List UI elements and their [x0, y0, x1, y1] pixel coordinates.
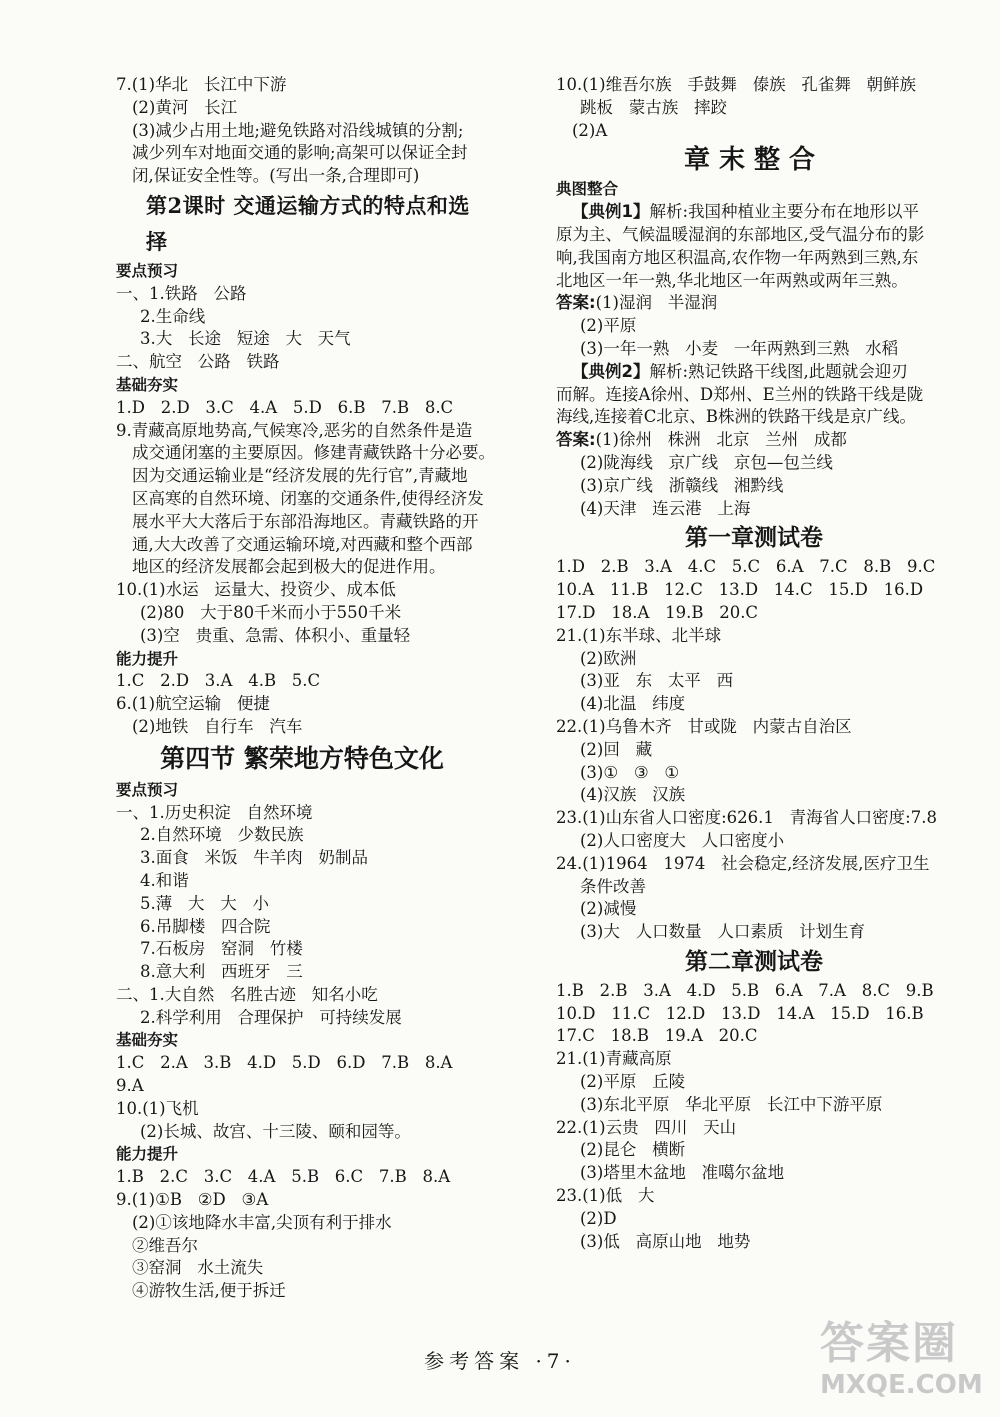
answer-line: (2)减慢 [580, 899, 637, 919]
answer-line: 条件改善 [580, 876, 646, 896]
answer-line: 一、1.铁路 公路 [116, 283, 247, 303]
answer-line: 跳板 蒙古族 摔跤 [580, 97, 727, 117]
answer-text: 解析:我国种植业主要分布在地形以平 [649, 202, 920, 222]
answer-line: 2.自然环境 少数民族 [140, 825, 304, 845]
section-heading: 第二章测试卷 [685, 947, 823, 975]
answer-line: 北地区一年一熟,华北地区一年两熟或两年三熟。 [556, 270, 908, 290]
subsection-label: 典图整合 [556, 180, 619, 199]
answer-line: 因为交通运输业是“经济发展的先行官”,青藏地 [132, 466, 468, 486]
answer-line: 24.(1)1964 1974 社会稳定,经济发展,医疗卫生 [556, 853, 930, 873]
answer-text: (1)徐州 株洲 北京 兰州 成都 [595, 430, 847, 450]
answer-line: 1.B 2.B 3.A 4.D 5.B 6.A 7.A 8.C 9.B [556, 980, 934, 1000]
answer-line: 6.(1)航空运输 便捷 [116, 694, 270, 714]
answer-label: 【典例2】 [572, 361, 650, 381]
subsection-label: 能力提升 [116, 1145, 179, 1164]
section-heading: 章末整合 [683, 145, 824, 176]
answer-label: 答案: [556, 293, 596, 313]
answer-text: 解析:熟记铁路干线图,此题就会迎刃 [649, 361, 908, 381]
answer-line: 二、1.大自然 名胜古迹 知名小吃 [116, 984, 378, 1004]
answer-line: 23.(1)低 大 [556, 1186, 655, 1206]
answer-line: 展水平大大落后于东部沿海地区。青藏铁路的开 [132, 511, 479, 531]
answer-line: (2)平原 [580, 316, 637, 336]
answer-line: (2)昆仑 横断 [580, 1140, 686, 1160]
answer-line: (2)陇海线 京广线 京包—包兰线 [580, 452, 833, 472]
answer-line: 10.(1)维吾尔族 手鼓舞 傣族 孔雀舞 朝鲜族 [556, 75, 917, 94]
answer-line: 海线,连接着C北京、B株洲的铁路干线是京广线。 [556, 407, 916, 427]
answer-line [556, 292, 952, 315]
answer-line: 原为主、气候温暖湿润的东部地区,受气温分布的影 [556, 224, 925, 244]
answer-line: 17.D 18.A 19.B 20.C [556, 602, 759, 622]
answer-line: 3.面食 米饭 牛羊肉 奶制品 [140, 848, 368, 868]
page-footer: 参考答案 ·7· [424, 1349, 576, 1373]
answer-line: (2)欧洲 [580, 648, 637, 668]
answer-line: (3)东北平原 华北平原 长江中下游平原 [580, 1094, 883, 1114]
answer-line: 地区的经济发展都会起到极大的促进作用。 [132, 557, 446, 577]
answer-label: 答案: [556, 430, 596, 450]
answer-line: 1.C 2.A 3.B 4.D 5.D 6.D 7.B 8.A [116, 1053, 453, 1073]
answer-line: 22.(1)乌鲁木齐 甘或陇 内蒙古自治区 [556, 716, 852, 736]
answer-line: (4)北温 纬度 [580, 694, 686, 714]
answer-line: 4.和谐 [140, 870, 189, 890]
answer-line: 6.吊脚楼 四合院 [140, 916, 271, 936]
answer-line: (2)D [580, 1208, 617, 1228]
answer-line: ④游牧生活,便于拆迁 [132, 1281, 286, 1301]
answer-line: 21.(1)东半球、北半球 [556, 625, 722, 645]
answer-line: (2)80 大于80千米而小于550千米 [140, 602, 402, 622]
section-heading: 第一章测试卷 [685, 524, 823, 552]
answer-label: 【典例1】 [572, 202, 650, 222]
answer-line: (2)平原 丘陵 [580, 1072, 686, 1092]
section-heading: 第四节 繁荣地方特色文化 [160, 743, 444, 773]
answer-line: 5.薄 大 大 小 [140, 893, 269, 913]
answer-line: 1.D 2.B 3.A 4.C 5.C 6.A 7.C 8.B 9.C [556, 557, 936, 577]
answer-line: (3)京广线 浙赣线 湘黔线 [580, 475, 784, 495]
answer-line: (3)亚 东 太平 西 [580, 671, 734, 691]
answer-line: (3)塔里木盆地 准噶尔盆地 [580, 1163, 785, 1183]
answer-line [556, 201, 952, 224]
answer-line: 响,我国南方地区积温高,农作物一年两熟到三熟,东 [556, 247, 919, 267]
answer-line: 9.(1)①B ②D ③A [116, 1190, 269, 1210]
answer-line: 10.A 11.B 12.C 13.D 14.C 15.D 16.D [556, 580, 924, 600]
watermark-logo [820, 1318, 990, 1413]
subsection-label: 要点预习 [116, 780, 179, 799]
answer-line: 10.(1)水运 运量大、投资少、成本低 [116, 580, 396, 600]
answer-line: 1.B 2.C 3.C 4.A 5.B 6.C 7.B 8.A [116, 1167, 451, 1187]
answer-line: (2)地铁 自行车 汽车 [132, 716, 303, 736]
answer-line: (2)黄河 长江 [132, 97, 238, 117]
answer-line: (4)汉族 汉族 [580, 785, 686, 805]
answer-line: 而解。连接A徐州、D郑州、E兰州的铁路干线是陇 [556, 384, 924, 404]
answer-line: 3.大 长途 短途 大 天气 [140, 329, 351, 349]
answer-line: 10.D 11.C 12.D 13.D 14.A 15.D 16.B [556, 1003, 924, 1023]
answer-line: 9.青藏高原地势高,气候寒冷,恶劣的自然条件是造 [116, 420, 473, 440]
answer-line: 7.石板房 窑洞 竹楼 [140, 939, 303, 959]
answer-line: (2)长城、故宫、十三陵、颐和园等。 [140, 1121, 411, 1141]
answer-line: 闭,保证安全性等。(写出一条,合理即可) [132, 166, 420, 186]
answer-line: 7.(1)华北 长江中下游 [116, 75, 287, 94]
subsection-label: 要点预习 [116, 261, 179, 280]
answer-line: ②维吾尔 [132, 1235, 198, 1255]
answer-line: (3)① ③ ① [580, 762, 680, 782]
answer-line: (2)A [572, 120, 608, 140]
answer-line: (2)①该地降水丰富,尖顶有利于排水 [132, 1212, 392, 1232]
answer-line: ③窑洞 水土流失 [132, 1258, 264, 1278]
answer-line: (4)天津 连云港 上海 [580, 498, 751, 518]
answer-line: (3)减少占用土地;避免铁路对沿线城镇的分割; [132, 120, 464, 140]
answer-line: (2)人口密度大 人口密度小 [580, 830, 785, 850]
answer-line: (2)回 藏 [580, 739, 653, 759]
subsection-label: 基础夯实 [116, 375, 179, 394]
left-column [116, 74, 495, 1303]
section-heading: 第2课时 交通运输方式的特点和选择 [146, 192, 470, 254]
answer-line: 减少列车对地面交通的影响;高架可以保证全封 [132, 143, 468, 163]
answer-line: (3)低 高原山地 地势 [580, 1231, 751, 1251]
answer-line: 一、1.历史积淀 自然环境 [116, 802, 313, 822]
answer-line: 区高寒的自然环境、闭塞的交通条件,使得经济发 [132, 488, 484, 508]
answer-line: 17.C 18.B 19.A 20.C [556, 1026, 758, 1046]
answer-line: 1.C 2.D 3.A 4.B 5.C [116, 671, 321, 691]
answer-line: 通,大大改善了交通运输环境,对西藏和整个西部 [132, 534, 473, 554]
answer-line [556, 361, 952, 384]
answer-line: (3)一年一熟 小麦 一年两熟到三熟 水稻 [580, 338, 899, 358]
subsection-label: 基础夯实 [116, 1031, 179, 1050]
answer-line [556, 429, 952, 452]
watermark-text: 答案圈 [820, 1318, 958, 1369]
answer-line: 8.意大利 西班牙 三 [140, 962, 303, 982]
answer-line: 1.D 2.D 3.C 4.A 5.D 6.B 7.B 8.C [116, 397, 454, 417]
answer-line: 10.(1)飞机 [116, 1098, 199, 1118]
answer-line: 21.(1)青藏高原 [556, 1049, 672, 1069]
answer-line: 9.A [116, 1076, 144, 1096]
answer-line: 23.(1)山东省人口密度:626.1 青海省人口密度:7.8 [556, 808, 937, 828]
answer-line: 二、航空 公路 铁路 [116, 352, 280, 372]
answer-line: (3)大 人口数量 人口素质 计划生育 [580, 922, 866, 942]
answer-line: 2.科学利用 合理保护 可持续发展 [140, 1007, 402, 1027]
watermark-url: MXQE.COM [820, 1370, 983, 1400]
answer-text: (1)湿润 半湿润 [595, 293, 718, 313]
answer-line: 成交通闭塞的主要原因。修建青藏铁路十分必要。 [132, 443, 495, 463]
right-column [556, 74, 952, 1253]
answer-line: 22.(1)云贵 四川 天山 [556, 1117, 737, 1137]
subsection-label: 能力提升 [116, 649, 179, 668]
answer-line: (3)空 贵重、急需、体积小、重量轻 [140, 625, 411, 645]
answer-line: 2.生命线 [140, 306, 206, 326]
